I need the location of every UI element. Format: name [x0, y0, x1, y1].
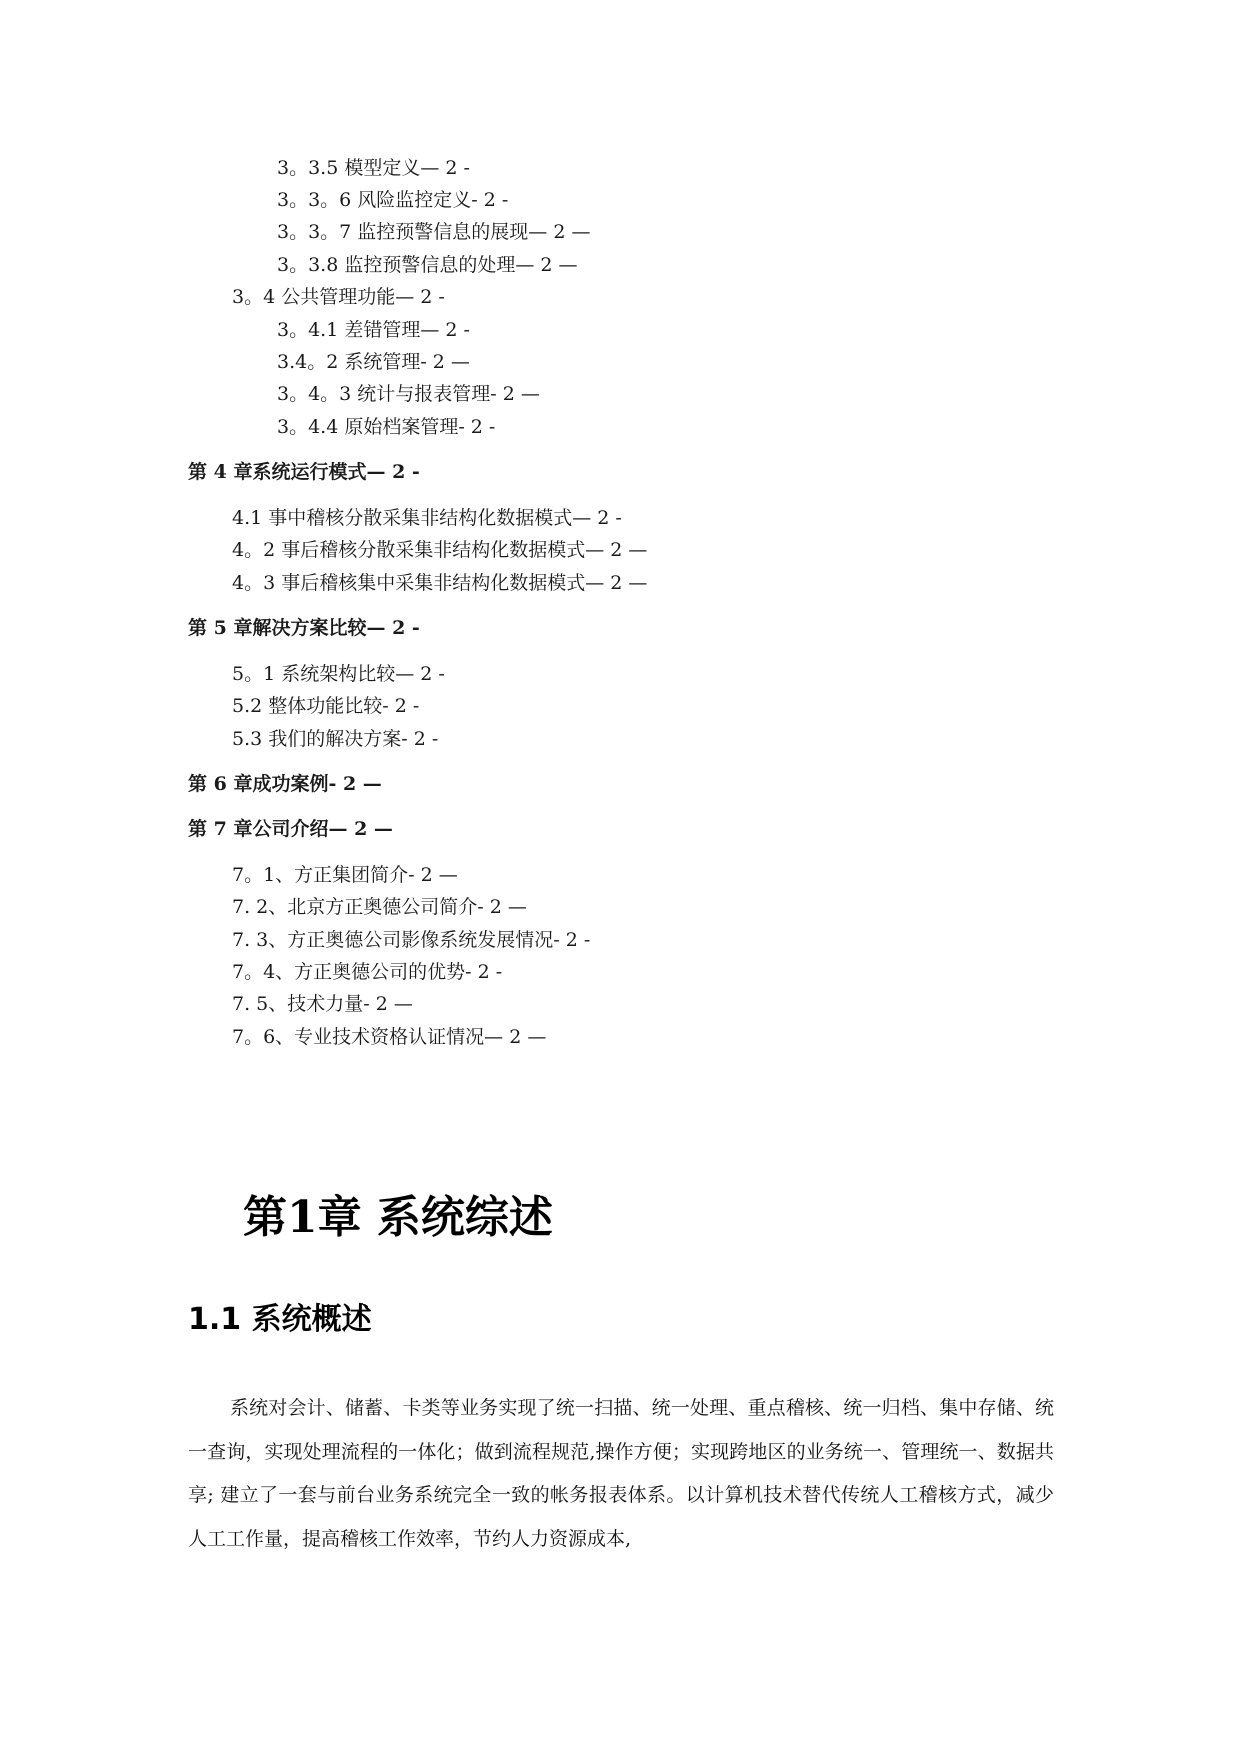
toc-entry[interactable]: 3。3。7 监控预警信息的展现— 2 —	[277, 221, 591, 243]
toc-entry[interactable]: 3。4.4 原始档案管理- 2 -	[277, 416, 496, 438]
toc-entry[interactable]: 4。2 事后稽核分散采集非结构化数据模式— 2 —	[232, 539, 648, 561]
toc-entry[interactable]: 7。4、方正奥德公司的优势- 2 -	[232, 961, 503, 983]
toc-entry[interactable]: 3。4.1 差错管理— 2 -	[277, 319, 470, 341]
toc-entry[interactable]: 3。3.8 监控预警信息的处理— 2 —	[277, 254, 578, 276]
toc-entry[interactable]: 5。1 系统架构比较— 2 -	[232, 663, 445, 685]
toc-chapter-entry[interactable]: 第 4 章系统运行模式— 2 -	[188, 461, 420, 483]
toc-entry[interactable]: 7. 2、北京方正奥德公司简介- 2 —	[232, 896, 527, 918]
section-title: 1.1 系统概述	[188, 1302, 372, 1337]
toc-entry[interactable]: 5.2 整体功能比较- 2 -	[232, 695, 420, 717]
body-paragraph: 系统对会计、储蓄、卡类等业务实现了统一扫描、统一处理、重点稽核、统一归档、集中存储、统一查询，实现处理流程的一体化；做到流程规范,操作方便；实现跨地区的业务统一、管理统一、数据共享; 建立了一套与前台业务系统完全一致的帐务报表体系。以计算机技术替代传统人工稽核方式，减少人工工作量，提高稽核工作效率，节约人力资源成本,	[188, 1397, 1054, 1550]
toc-chapter-entry[interactable]: 第 6 章成功案例- 2 —	[188, 773, 382, 795]
toc-entry[interactable]: 3。3.5 模型定义— 2 -	[277, 157, 470, 179]
chapter-title: 第1章 系统综述	[243, 1192, 553, 1243]
toc-entry[interactable]: 3。4 公共管理功能— 2 -	[232, 286, 445, 308]
toc-entry[interactable]: 5.3 我们的解决方案- 2 -	[232, 728, 439, 750]
toc-entry[interactable]: 7. 3、方正奥德公司影像系统发展情况- 2 -	[232, 929, 591, 951]
toc-entry[interactable]: 4.1 事中稽核分散采集非结构化数据模式— 2 -	[232, 507, 622, 529]
toc-chapter-entry[interactable]: 第 7 章公司介绍— 2 —	[188, 818, 393, 840]
toc-entry[interactable]: 7. 5、技术力量- 2 —	[232, 993, 413, 1015]
toc-entry[interactable]: 3.4。2 系统管理- 2 —	[277, 351, 470, 373]
toc-entry[interactable]: 7。6、专业技术资格认证情况— 2 —	[232, 1026, 547, 1048]
toc-entry[interactable]: 7。1、方正集团简介- 2 —	[232, 864, 458, 886]
toc-entry[interactable]: 4。3 事后稽核集中采集非结构化数据模式— 2 —	[232, 572, 648, 594]
toc-entry[interactable]: 3。3。6 风险监控定义- 2 -	[277, 189, 509, 211]
toc-entry[interactable]: 3。4。3 统计与报表管理- 2 —	[277, 383, 540, 405]
toc-chapter-entry[interactable]: 第 5 章解决方案比较— 2 -	[188, 617, 420, 639]
